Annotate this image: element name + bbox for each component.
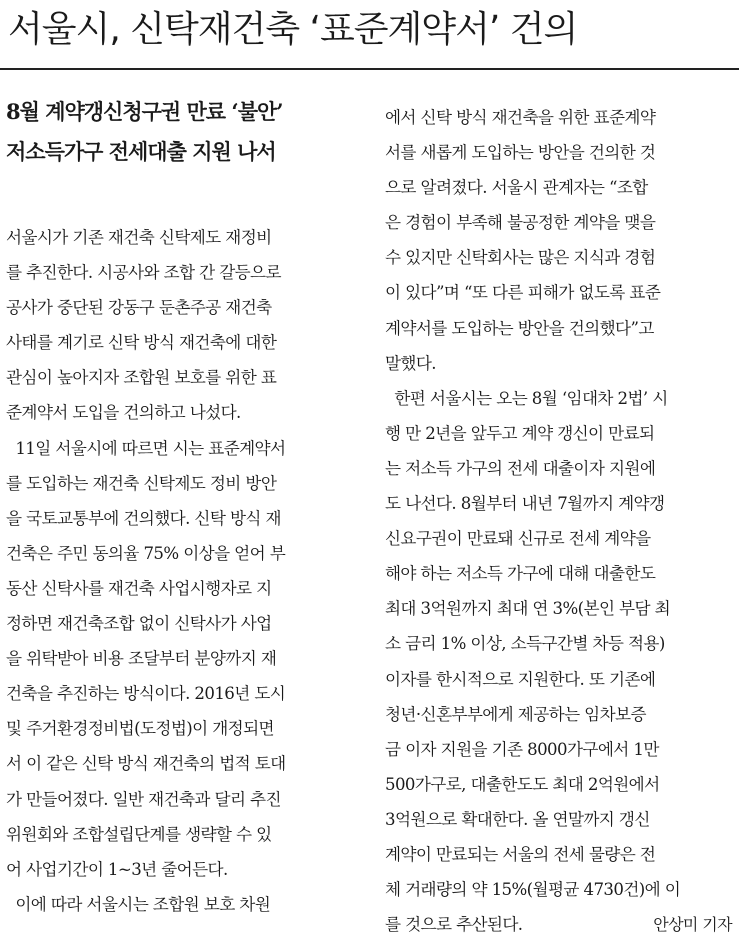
body-line: 말했다. (385, 353, 436, 373)
body-line: 체 거래량의 약 15%(월평균 4730건)에 이 (385, 880, 681, 900)
body-line: 으로 알려졌다. 서울시 관계자는 “조합 (385, 178, 648, 198)
body-line: 는 저소득 가구의 전세 대출이자 지원에 (385, 458, 656, 478)
body-line: 어 사업기간이 1~3년 줄어든다. (6, 859, 228, 879)
body-line: 서울시가 기존 재건축 신탁제도 재정비 (6, 228, 272, 247)
subhead-line: 8월 계약갱신청구권 만료 ‘불안’ (6, 99, 283, 124)
body-line: 은 경험이 부족해 불공정한 계약을 맺을 (385, 213, 656, 233)
closing-row (385, 907, 732, 942)
body-line: 가 만들어졌다. 일반 재건축과 달리 추진 (6, 789, 281, 809)
body-line: 건축을 추진하는 방식이다. 2016년 도시 (6, 684, 286, 704)
body-line: 최대 3억원까지 최대 연 3%(본인 부담 최 (385, 599, 671, 619)
body-line: 를 추진한다. 시공사와 조합 간 갈등으로 (6, 263, 281, 283)
body-line: 한편 서울시는 오는 8월 ‘임대차 2법’ 시 (385, 388, 668, 408)
body-line: 이 있다”며 “또 다른 피해가 없도록 표준 (385, 283, 661, 303)
left-body-text (6, 220, 353, 922)
body-line: 이에 따라 서울시는 조합원 보호 차원 (6, 894, 271, 914)
right-column (385, 100, 732, 942)
body-line: 를 것으로 추산된다. (385, 915, 523, 935)
body-line: 이자를 한시적으로 지원한다. 또 기존에 (385, 669, 656, 689)
body-line: 정하면 재건축조합 없이 신탁사가 사업 (6, 614, 272, 634)
body-line: 및 주거환경정비법(도정법)이 개정되면 (6, 719, 274, 739)
headline: 서울시, 신탁재건축 ‘표준계약서’ 건의 (8, 9, 578, 50)
body-line: 500가구로, 대출한도도 최대 2억원에서 (385, 774, 660, 794)
body-line: 사태를 계기로 신탁 방식 재건축에 대한 (6, 333, 277, 353)
body-line: 동산 신탁사를 재건축 사업시행자로 지 (6, 578, 272, 598)
body-line: 수 있지만 신탁회사는 많은 지식과 경험 (385, 248, 656, 268)
byline: 안상미 기자 (653, 915, 732, 935)
body-line: 을 국토교통부에 건의했다. 신탁 방식 재 (6, 508, 281, 528)
body-line: 서를 새롭게 도입하는 방안을 건의한 것 (385, 143, 656, 163)
right-body-text (385, 100, 732, 907)
body-line: 11일 서울시에 따르면 시는 표준계약서 (6, 438, 286, 458)
body-line: 계약서를 도입하는 방안을 건의했다”고 (385, 318, 654, 338)
body-line: 3억원으로 확대한다. 올 연말까지 갱신 (385, 809, 650, 829)
body-line: 계약이 만료되는 서울의 전세 물량은 전 (385, 844, 656, 864)
body-line: 도 나선다. 8월부터 내년 7월까지 계약갱 (385, 494, 665, 514)
body-line: 에서 신탁 방식 재건축을 위한 표준계약 (385, 108, 656, 127)
headline-rule (0, 68, 739, 70)
body-line: 청년·신혼부부에게 제공하는 임차보증 (385, 704, 646, 724)
body-line: 신요구권이 만료돼 신규로 전세 계약을 (385, 529, 651, 549)
subhead-line: 저소득가구 전세대출 지원 나서 (6, 139, 276, 164)
body-line: 행 만 2년을 앞두고 계약 갱신이 만료되 (385, 423, 655, 443)
body-line: 금 이자 지원을 기존 8000가구에서 1만 (385, 739, 659, 759)
body-line: 소 금리 1% 이상, 소득구간별 차등 적용) (385, 634, 665, 654)
body-line: 공사가 중단된 강동구 둔촌주공 재건축 (6, 298, 272, 318)
body-line: 준계약서 도입을 건의하고 나섰다. (6, 403, 241, 423)
body-line: 를 도입하는 재건축 신탁제도 정비 방안 (6, 473, 277, 493)
body-line: 서 이 같은 신탁 방식 재건축의 법적 토대 (6, 754, 286, 774)
body-line: 을 위탁받아 비용 조달부터 분양까지 재 (6, 649, 277, 669)
subheadline (6, 92, 353, 172)
body-line: 해야 하는 저소득 가구에 대해 대출한도 (385, 564, 656, 584)
body-line: 건축은 주민 동의율 75% 이상을 얻어 부 (6, 543, 286, 563)
body-line: 위원회와 조합설립단계를 생략할 수 있 (6, 824, 272, 844)
left-column (6, 92, 353, 922)
body-line: 관심이 높아지자 조합원 보호를 위한 표 (6, 368, 277, 388)
